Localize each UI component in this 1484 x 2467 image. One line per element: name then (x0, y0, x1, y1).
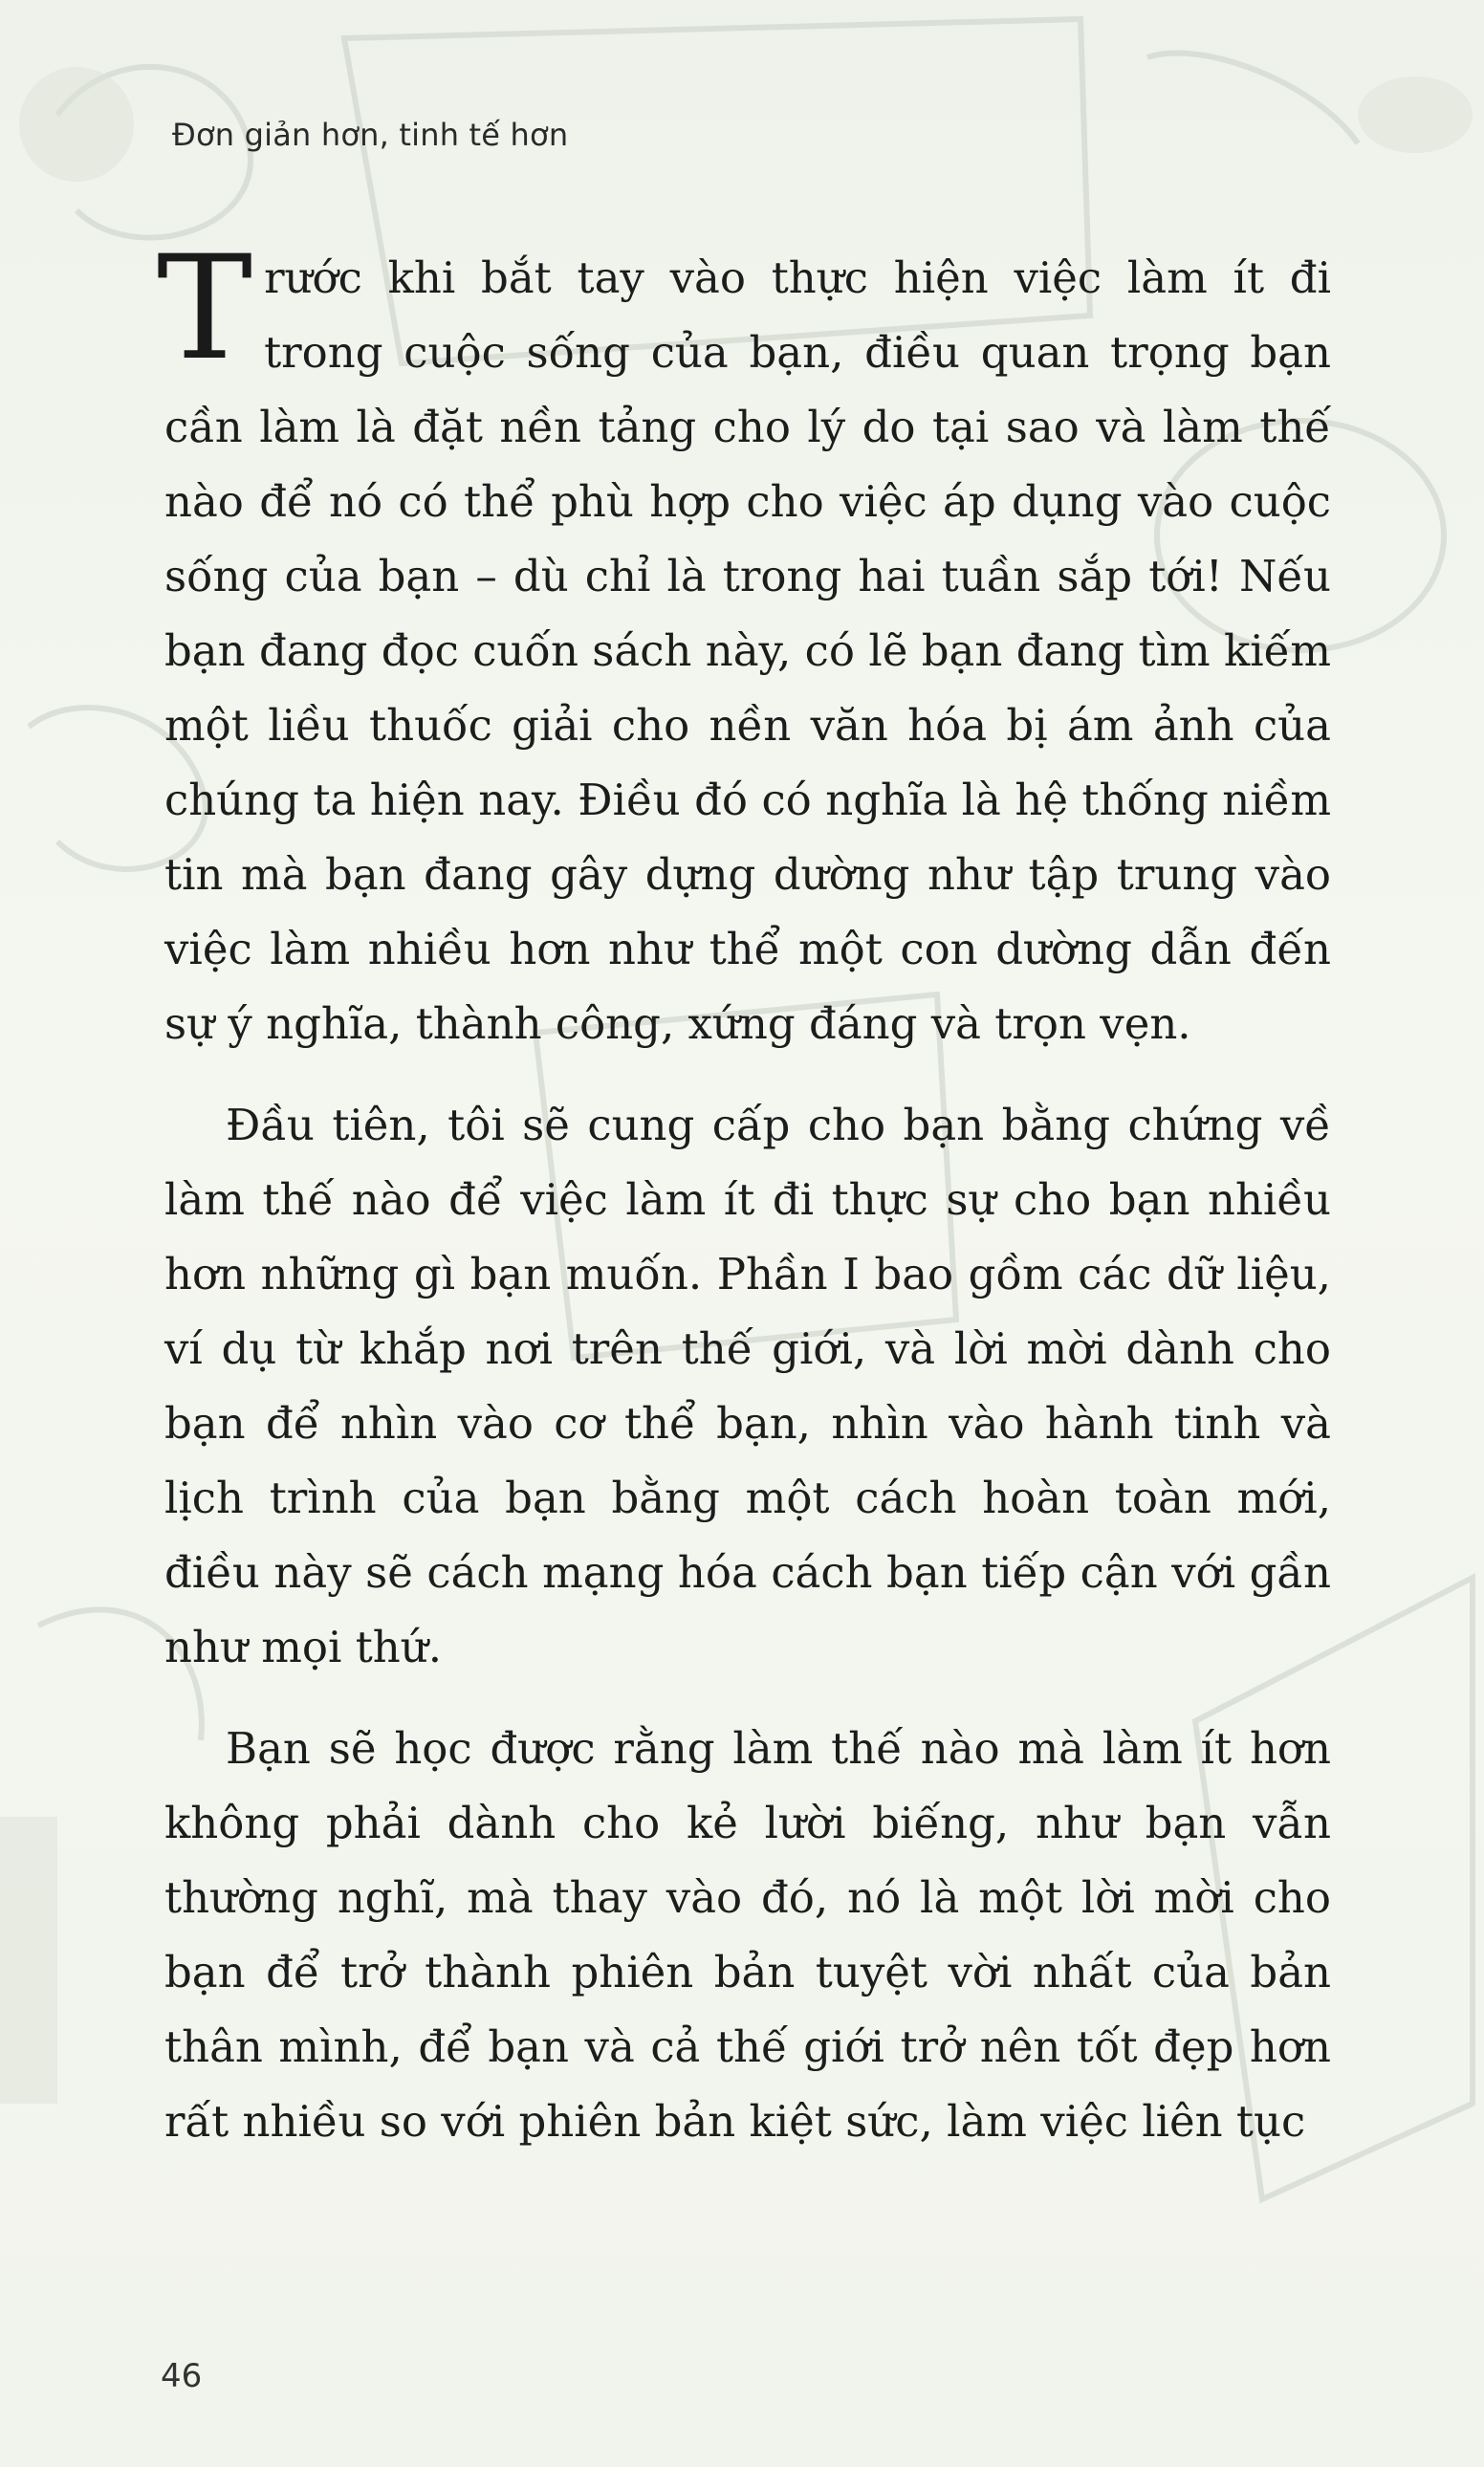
page-number: 46 (161, 2357, 203, 2395)
paragraph-2: Đầu tiên, tôi sẽ cung cấp cho bạn bằng chứng về làm thế nào để việc làm ít đi thực sự cho bạn nhiều hơn những gì bạn muốn. Phần I bao gồm các dữ liệu, ví dụ từ khắp nơi trên thế giới, và lời mời dành cho bạn để nhìn vào cơ thể bạn, nhìn vào hành tinh và lịch trình của bạn bằng một cách hoàn toàn mới, điều này sẽ cách mạng hóa cách bạn tiếp cận với gần như mọi thứ. (164, 1100, 1331, 1672)
paragraph-3: Bạn sẽ học được rằng làm thế nào mà làm ít hơn không phải dành cho kẻ lười biếng, như bạn vẫn thường nghĩ, mà thay vào đó, nó là một lời mời cho bạn để trở thành phiên bản tuyệt vời nhất của bản thân mình, để bạn và cả thế giới trở nên tốt đẹp hơn rất nhiều so với phiên bản kiệt sức, làm việc liên tục (164, 1723, 1331, 2147)
paragraph-1 (157, 226, 1331, 1061)
paragraph-1-text: rước khi bắt tay vào thực hiện việc làm ít đi trong cuộc sống của bạn, điều quan trọng bạn cần làm là đặt nền tảng cho lý do tại sao và làm thế nào để nó có thể phù hợp cho việc áp dụng vào cuộc sống của bạn – dù chỉ là trong hai tuần sắp tới! Nếu bạn đang đọc cuốn sách này, có lẽ bạn đang tìm kiếm một liều thuốc giải cho nền văn hóa bị ám ảnh của chúng ta hiện nay. Điều đó có nghĩa là hệ thống niềm tin mà bạn đang gây dựng dường như tập trung vào việc làm nhiều hơn như thể một con dường dẫn đến sự ý nghĩa, thành công, xứng đáng và trọn vẹn. (164, 252, 1331, 1049)
drop-cap: T (157, 226, 253, 392)
running-header-title: Đơn giản hơn, tinh tế hơn (172, 117, 569, 153)
body-text (157, 226, 1331, 2186)
